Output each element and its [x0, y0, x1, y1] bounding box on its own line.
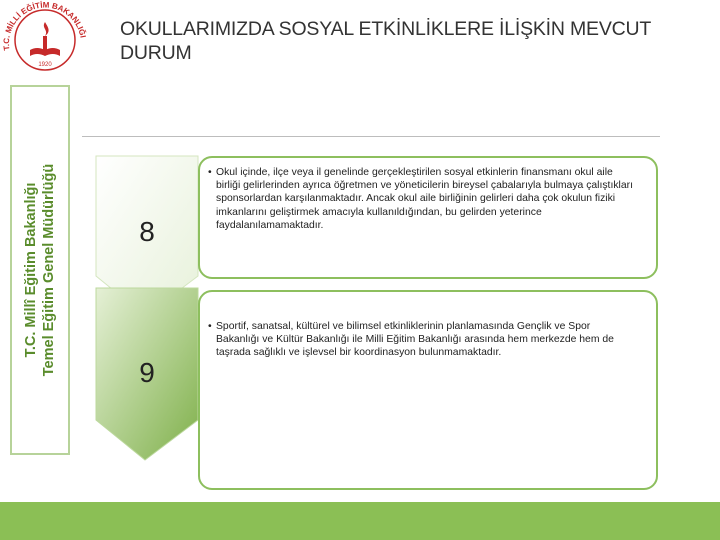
- item-text-9: [208, 320, 634, 360]
- page-title: OKULLARIMIZDA SOSYAL ETKİNLİKLERE İLİŞKİN MEVCUT DURUM: [120, 18, 651, 64]
- logo-year: 1920: [38, 62, 52, 68]
- bullet: •: [208, 167, 212, 178]
- item-text-8: [208, 166, 634, 232]
- side-title-line1: T.C. Millî Eğitim Bakanlığı: [23, 182, 39, 358]
- side-title-line2: Temel Eğitim Genel Müdürlüğü: [41, 163, 57, 377]
- bullet: •: [208, 321, 212, 332]
- logo-ring-text: T.C. MİLLİ EĞİTİM BAKANLIĞI: [1, 0, 88, 52]
- footer-bar: [0, 502, 720, 540]
- item-number-9: 9: [139, 357, 155, 388]
- item-number-8: 8: [139, 216, 155, 247]
- item-text-9-content: Sportif, sanatsal, kültürel ve bilimsel etkinliklerinin planlamasında Gençlik ve Spor Bakanlığı ve Kültür Bakanlığı ile Milli Eğitim Bakanlığı arasında hem merkezde hem de taşrada sağlıklı ve işlevsel bir koordinasyon bulunmamaktadır.: [216, 321, 614, 359]
- item-text-8-content: Okul içinde, ilçe veya il genelinde gerçekleştirilen sosyal etkinlerin finansmanı okul aile birliği gelirlerinden ayrıca öğretmen ve yöneticilerin bireysel çabalarıyla bulmaya çalıştıkları sponsorlardan karşılanmaktadır. Ancak okul aile birliğinin gelirleri daha çok okulun fiziki imkanlarını geliştirmek amacıyla kullanıldığından, bu gelirden yeterince faydalanılamamaktadır.: [216, 167, 633, 231]
